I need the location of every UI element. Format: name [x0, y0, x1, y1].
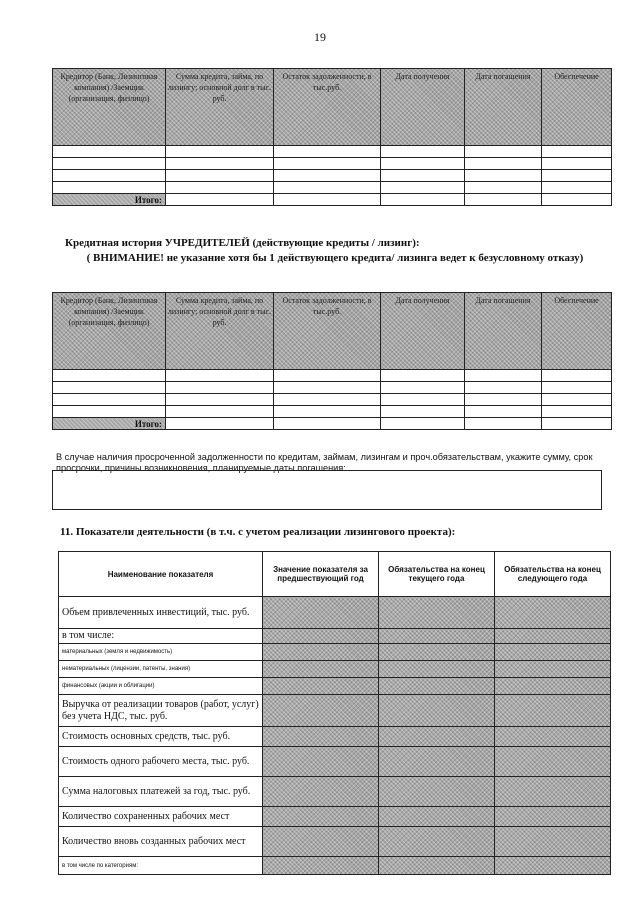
- cell[interactable]: [53, 406, 166, 418]
- table-row[interactable]: [53, 146, 612, 158]
- founders-warning: ( ВНИМАНИЕ! не указание хотя бы 1 действующего кредита/ лизинга ведет к безусловному отказу): [86, 252, 584, 264]
- indicator-row: [59, 678, 611, 695]
- cell[interactable]: [274, 418, 381, 430]
- indicator-row: [59, 629, 611, 644]
- value-cell[interactable]: [495, 695, 611, 727]
- table-row[interactable]: [53, 158, 612, 170]
- col-creditor: Кредитор (Банк, Лизинговая компания) /Заемщик (организация, физлицо): [53, 293, 166, 370]
- cell[interactable]: [465, 146, 542, 158]
- col-collateral: Обеспечение: [542, 69, 612, 146]
- value-cell[interactable]: [379, 777, 495, 807]
- cell[interactable]: [381, 418, 465, 430]
- col-debt-balance: Остаток задолженности, в тыс.руб.: [274, 293, 381, 370]
- value-cell[interactable]: [263, 644, 379, 661]
- value-cell[interactable]: [495, 777, 611, 807]
- section-11-title: 11. Показатели деятельности (в т.ч. с учетом реализации лизингового проекта):: [60, 526, 456, 538]
- cell[interactable]: [381, 158, 465, 170]
- overdue-debt-input-box[interactable]: [52, 470, 602, 510]
- value-cell[interactable]: [379, 629, 495, 644]
- cell[interactable]: [53, 146, 166, 158]
- cell[interactable]: [166, 158, 274, 170]
- value-cell[interactable]: [379, 727, 495, 747]
- col-credit-amount: Сумма кредита, займа, по лизингу; основной долг в тыс. руб.: [166, 293, 274, 370]
- cell[interactable]: [542, 370, 612, 382]
- total-label: Итого:: [53, 418, 166, 430]
- table-row[interactable]: [53, 394, 612, 406]
- indicator-row: [59, 597, 611, 629]
- value-cell[interactable]: [495, 661, 611, 678]
- cell[interactable]: [274, 382, 381, 394]
- value-cell[interactable]: [495, 807, 611, 827]
- cell[interactable]: [465, 158, 542, 170]
- col-debt-balance: Остаток задолженности, в тыс.руб.: [274, 69, 381, 146]
- value-cell[interactable]: [495, 644, 611, 661]
- table-row[interactable]: [53, 182, 612, 194]
- indicator-name: Количество вновь созданных рабочих мест: [59, 827, 263, 857]
- cell[interactable]: [274, 406, 381, 418]
- cell[interactable]: [381, 182, 465, 194]
- cell[interactable]: [274, 194, 381, 206]
- cell[interactable]: [381, 146, 465, 158]
- total-label: Итого:: [53, 194, 166, 206]
- value-cell[interactable]: [263, 629, 379, 644]
- cell[interactable]: [542, 194, 612, 206]
- cell[interactable]: [166, 146, 274, 158]
- indicator-name: нематериальных (лицензии, патенты, знания): [59, 661, 263, 678]
- cell[interactable]: [53, 170, 166, 182]
- indicator-name: Стоимость одного рабочего места, тыс. руб.: [59, 747, 263, 777]
- cell[interactable]: [166, 182, 274, 194]
- cell[interactable]: [53, 370, 166, 382]
- value-cell[interactable]: [495, 727, 611, 747]
- total-row: [53, 194, 612, 206]
- table-row[interactable]: [53, 170, 612, 182]
- value-cell[interactable]: [263, 747, 379, 777]
- cell[interactable]: [465, 194, 542, 206]
- cell[interactable]: [465, 182, 542, 194]
- cell[interactable]: [166, 406, 274, 418]
- value-cell[interactable]: [379, 678, 495, 695]
- cell[interactable]: [53, 158, 166, 170]
- indicator-row: [59, 661, 611, 678]
- indicator-row: [59, 644, 611, 661]
- cell[interactable]: [542, 418, 612, 430]
- indicator-row: [59, 727, 611, 747]
- indicator-name: в том числе по категориям:: [59, 857, 263, 875]
- cell[interactable]: [381, 194, 465, 206]
- cell[interactable]: [381, 394, 465, 406]
- indicator-name: Сумма налоговых платежей за год, тыс. руб.: [59, 777, 263, 807]
- cell[interactable]: [542, 146, 612, 158]
- cell[interactable]: [381, 382, 465, 394]
- col-creditor: Кредитор (Банк, Лизинговая компания) /Заемщик (организация, физлицо): [53, 69, 166, 146]
- value-cell[interactable]: [495, 597, 611, 629]
- value-cell[interactable]: [379, 661, 495, 678]
- cell[interactable]: [381, 406, 465, 418]
- cell[interactable]: [381, 170, 465, 182]
- table-row[interactable]: [53, 370, 612, 382]
- value-cell[interactable]: [263, 857, 379, 875]
- value-cell[interactable]: [379, 857, 495, 875]
- cell[interactable]: [166, 370, 274, 382]
- cell[interactable]: [166, 418, 274, 430]
- value-cell[interactable]: [495, 827, 611, 857]
- value-cell[interactable]: [379, 807, 495, 827]
- founders-credit-table: [52, 292, 612, 430]
- cell[interactable]: [53, 182, 166, 194]
- cell[interactable]: [465, 382, 542, 394]
- cell[interactable]: [465, 370, 542, 382]
- table-row[interactable]: [53, 382, 612, 394]
- credit-table-header: [53, 69, 612, 146]
- cell[interactable]: [274, 370, 381, 382]
- cell[interactable]: [274, 146, 381, 158]
- indicator-name: материальных (земля и недвижимость): [59, 644, 263, 661]
- overdue-debt-instructions: В случае наличия просроченной задолженности по кредитам, займам, лизингам и проч.обязательствам, укажите сумму, срок просрочки, причины возникновения, планируемые даты погашения:: [56, 452, 593, 473]
- cell[interactable]: [542, 182, 612, 194]
- indicator-name: Стоимость основных средств, тыс. руб.: [59, 727, 263, 747]
- indicator-row: [59, 857, 611, 875]
- col-prev-year: Значение показателя за предшествующий год: [263, 552, 379, 597]
- table-row[interactable]: [53, 406, 612, 418]
- cell[interactable]: [274, 158, 381, 170]
- cell[interactable]: [274, 394, 381, 406]
- value-cell[interactable]: [379, 695, 495, 727]
- col-receipt-date: Дата получения: [381, 69, 465, 146]
- indicator-name: в том числе:: [59, 629, 263, 644]
- cell[interactable]: [465, 418, 542, 430]
- value-cell[interactable]: [263, 727, 379, 747]
- value-cell[interactable]: [263, 678, 379, 695]
- col-current-year-end: Обязательства на конец текущего года: [379, 552, 495, 597]
- cell[interactable]: [53, 382, 166, 394]
- value-cell[interactable]: [263, 597, 379, 629]
- indicator-row: [59, 777, 611, 807]
- indicator-row: [59, 827, 611, 857]
- cell[interactable]: [53, 394, 166, 406]
- cell[interactable]: [465, 170, 542, 182]
- cell[interactable]: [274, 182, 381, 194]
- cell[interactable]: [465, 394, 542, 406]
- value-cell[interactable]: [263, 807, 379, 827]
- credit-history-table: [52, 68, 612, 206]
- value-cell[interactable]: [263, 827, 379, 857]
- cell[interactable]: [166, 382, 274, 394]
- cell[interactable]: [542, 158, 612, 170]
- value-cell[interactable]: [263, 777, 379, 807]
- col-collateral: Обеспечение: [542, 293, 612, 370]
- indicator-row: [59, 695, 611, 727]
- indicator-row: [59, 747, 611, 777]
- cell[interactable]: [381, 370, 465, 382]
- col-next-year-end: Обязательства на конец следующего года: [495, 552, 611, 597]
- total-row: [53, 418, 612, 430]
- founders-credit-heading: Кредитная история УЧРЕДИТЕЛЕЙ (действующие кредиты / лизинг):: [65, 237, 420, 249]
- value-cell[interactable]: [495, 678, 611, 695]
- indicator-name: финансовых (акции и облигации): [59, 678, 263, 695]
- cell[interactable]: [166, 194, 274, 206]
- col-indicator-name: Наименование показателя: [59, 552, 263, 597]
- cell[interactable]: [274, 170, 381, 182]
- cell[interactable]: [465, 406, 542, 418]
- indicators-header: [59, 552, 611, 597]
- cell[interactable]: [542, 382, 612, 394]
- value-cell[interactable]: [495, 629, 611, 644]
- credit-table-header: [53, 293, 612, 370]
- col-repayment-date: Дата погашения: [465, 69, 542, 146]
- indicator-name: Объем привлеченных инвестиций, тыс. руб.: [59, 597, 263, 629]
- cell[interactable]: [542, 170, 612, 182]
- cell[interactable]: [166, 394, 274, 406]
- cell[interactable]: [542, 406, 612, 418]
- col-credit-amount: Сумма кредита, займа, по лизингу; основной долг в тыс. руб.: [166, 69, 274, 146]
- value-cell[interactable]: [495, 747, 611, 777]
- indicator-row: [59, 807, 611, 827]
- indicator-name: Выручка от реализации товаров (работ, услуг) без учета НДС, тыс. руб.: [59, 695, 263, 727]
- value-cell[interactable]: [263, 695, 379, 727]
- value-cell[interactable]: [379, 644, 495, 661]
- value-cell[interactable]: [379, 747, 495, 777]
- value-cell[interactable]: [263, 661, 379, 678]
- indicator-name: Количество сохраненных рабочих мест: [59, 807, 263, 827]
- indicators-table: [58, 551, 611, 875]
- cell[interactable]: [166, 170, 274, 182]
- value-cell[interactable]: [495, 857, 611, 875]
- col-receipt-date: Дата получения: [381, 293, 465, 370]
- value-cell[interactable]: [379, 827, 495, 857]
- page-number: 19: [314, 30, 326, 44]
- value-cell[interactable]: [379, 597, 495, 629]
- cell[interactable]: [542, 394, 612, 406]
- col-repayment-date: Дата погашения: [465, 293, 542, 370]
